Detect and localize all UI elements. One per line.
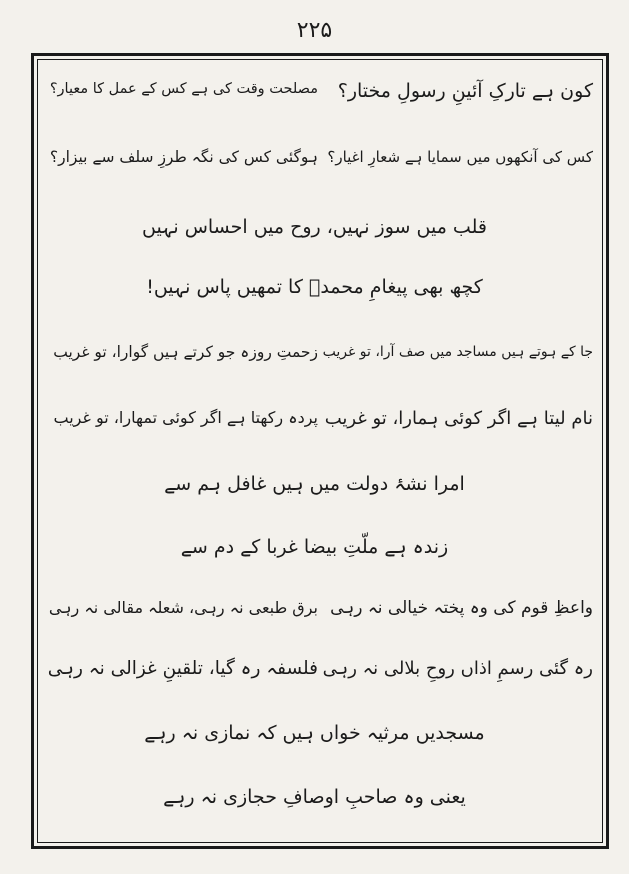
verse-s3-c2-first: رہ گئی رسمِ اذاں روحِ بلالی نہ رہی — [322, 658, 593, 679]
verse-s3-center-2: یعنی وہ صاحبِ اوصافِ حجازی نہ رہے — [163, 786, 466, 808]
verse-s1-c2-first: کس کی آنکھوں میں سمایا ہے شعارِ اغیار؟ — [327, 148, 593, 166]
verse-s1-center-2: کچھ بھی پیغامِ محمدؐ کا تمھیں پاس نہیں! — [146, 276, 483, 298]
verse-s2-c2-second: پردہ رکھتا ہے اگر کوئی تمھارا، تو غریب — [53, 408, 318, 427]
verse-s2-center-2: زندہ ہے ملّتِ بیضا غربا کے دم سے — [180, 536, 449, 558]
verse-s3-c2-second: فلسفہ رہ گیا، تلقینِ غزالی نہ رہی — [47, 658, 318, 679]
verse-s2-center-1: امرا نشۂ دولت میں ہیں غافل ہم سے — [164, 473, 465, 495]
verse-s1-c1-second: مصلحت وقت کی ہے کس کے عمل کا معیار؟ — [49, 81, 318, 97]
verse-s2-c1-second: زحمتِ روزہ جو کرتے ہیں گوارا، تو غریب — [53, 343, 318, 361]
verse-s2-c1-first: جا کے ہوتے ہیں مساجد میں صف آرا، تو غریب — [322, 344, 593, 360]
verse-s3-center-1: مسجدیں مرثیہ خواں ہیں کہ نمازی نہ رہے — [144, 722, 485, 744]
verse-s1-c1-first: کون ہے تارکِ آئینِ رسولِ مختار؟ — [337, 80, 593, 102]
verse-s1-center-1: قلب میں سوز نہیں، روح میں احساس نہیں — [142, 216, 487, 238]
verse-s2-c2-first: نام لیتا ہے اگر کوئی ہمارا، تو غریب — [324, 408, 593, 429]
verse-s3-c1-first: واعظِ قوم کی وہ پختہ خیالی نہ رہی — [330, 598, 593, 618]
verse-s3-c1-second: برق طبعی نہ رہی، شعلہ مقالی نہ رہی — [48, 598, 318, 617]
page-number: ۲۲۵ — [296, 18, 333, 43]
verse-s1-c2-second: ہوگئی کس کی نگہ طرزِ سلف سے بیزار؟ — [49, 148, 318, 166]
